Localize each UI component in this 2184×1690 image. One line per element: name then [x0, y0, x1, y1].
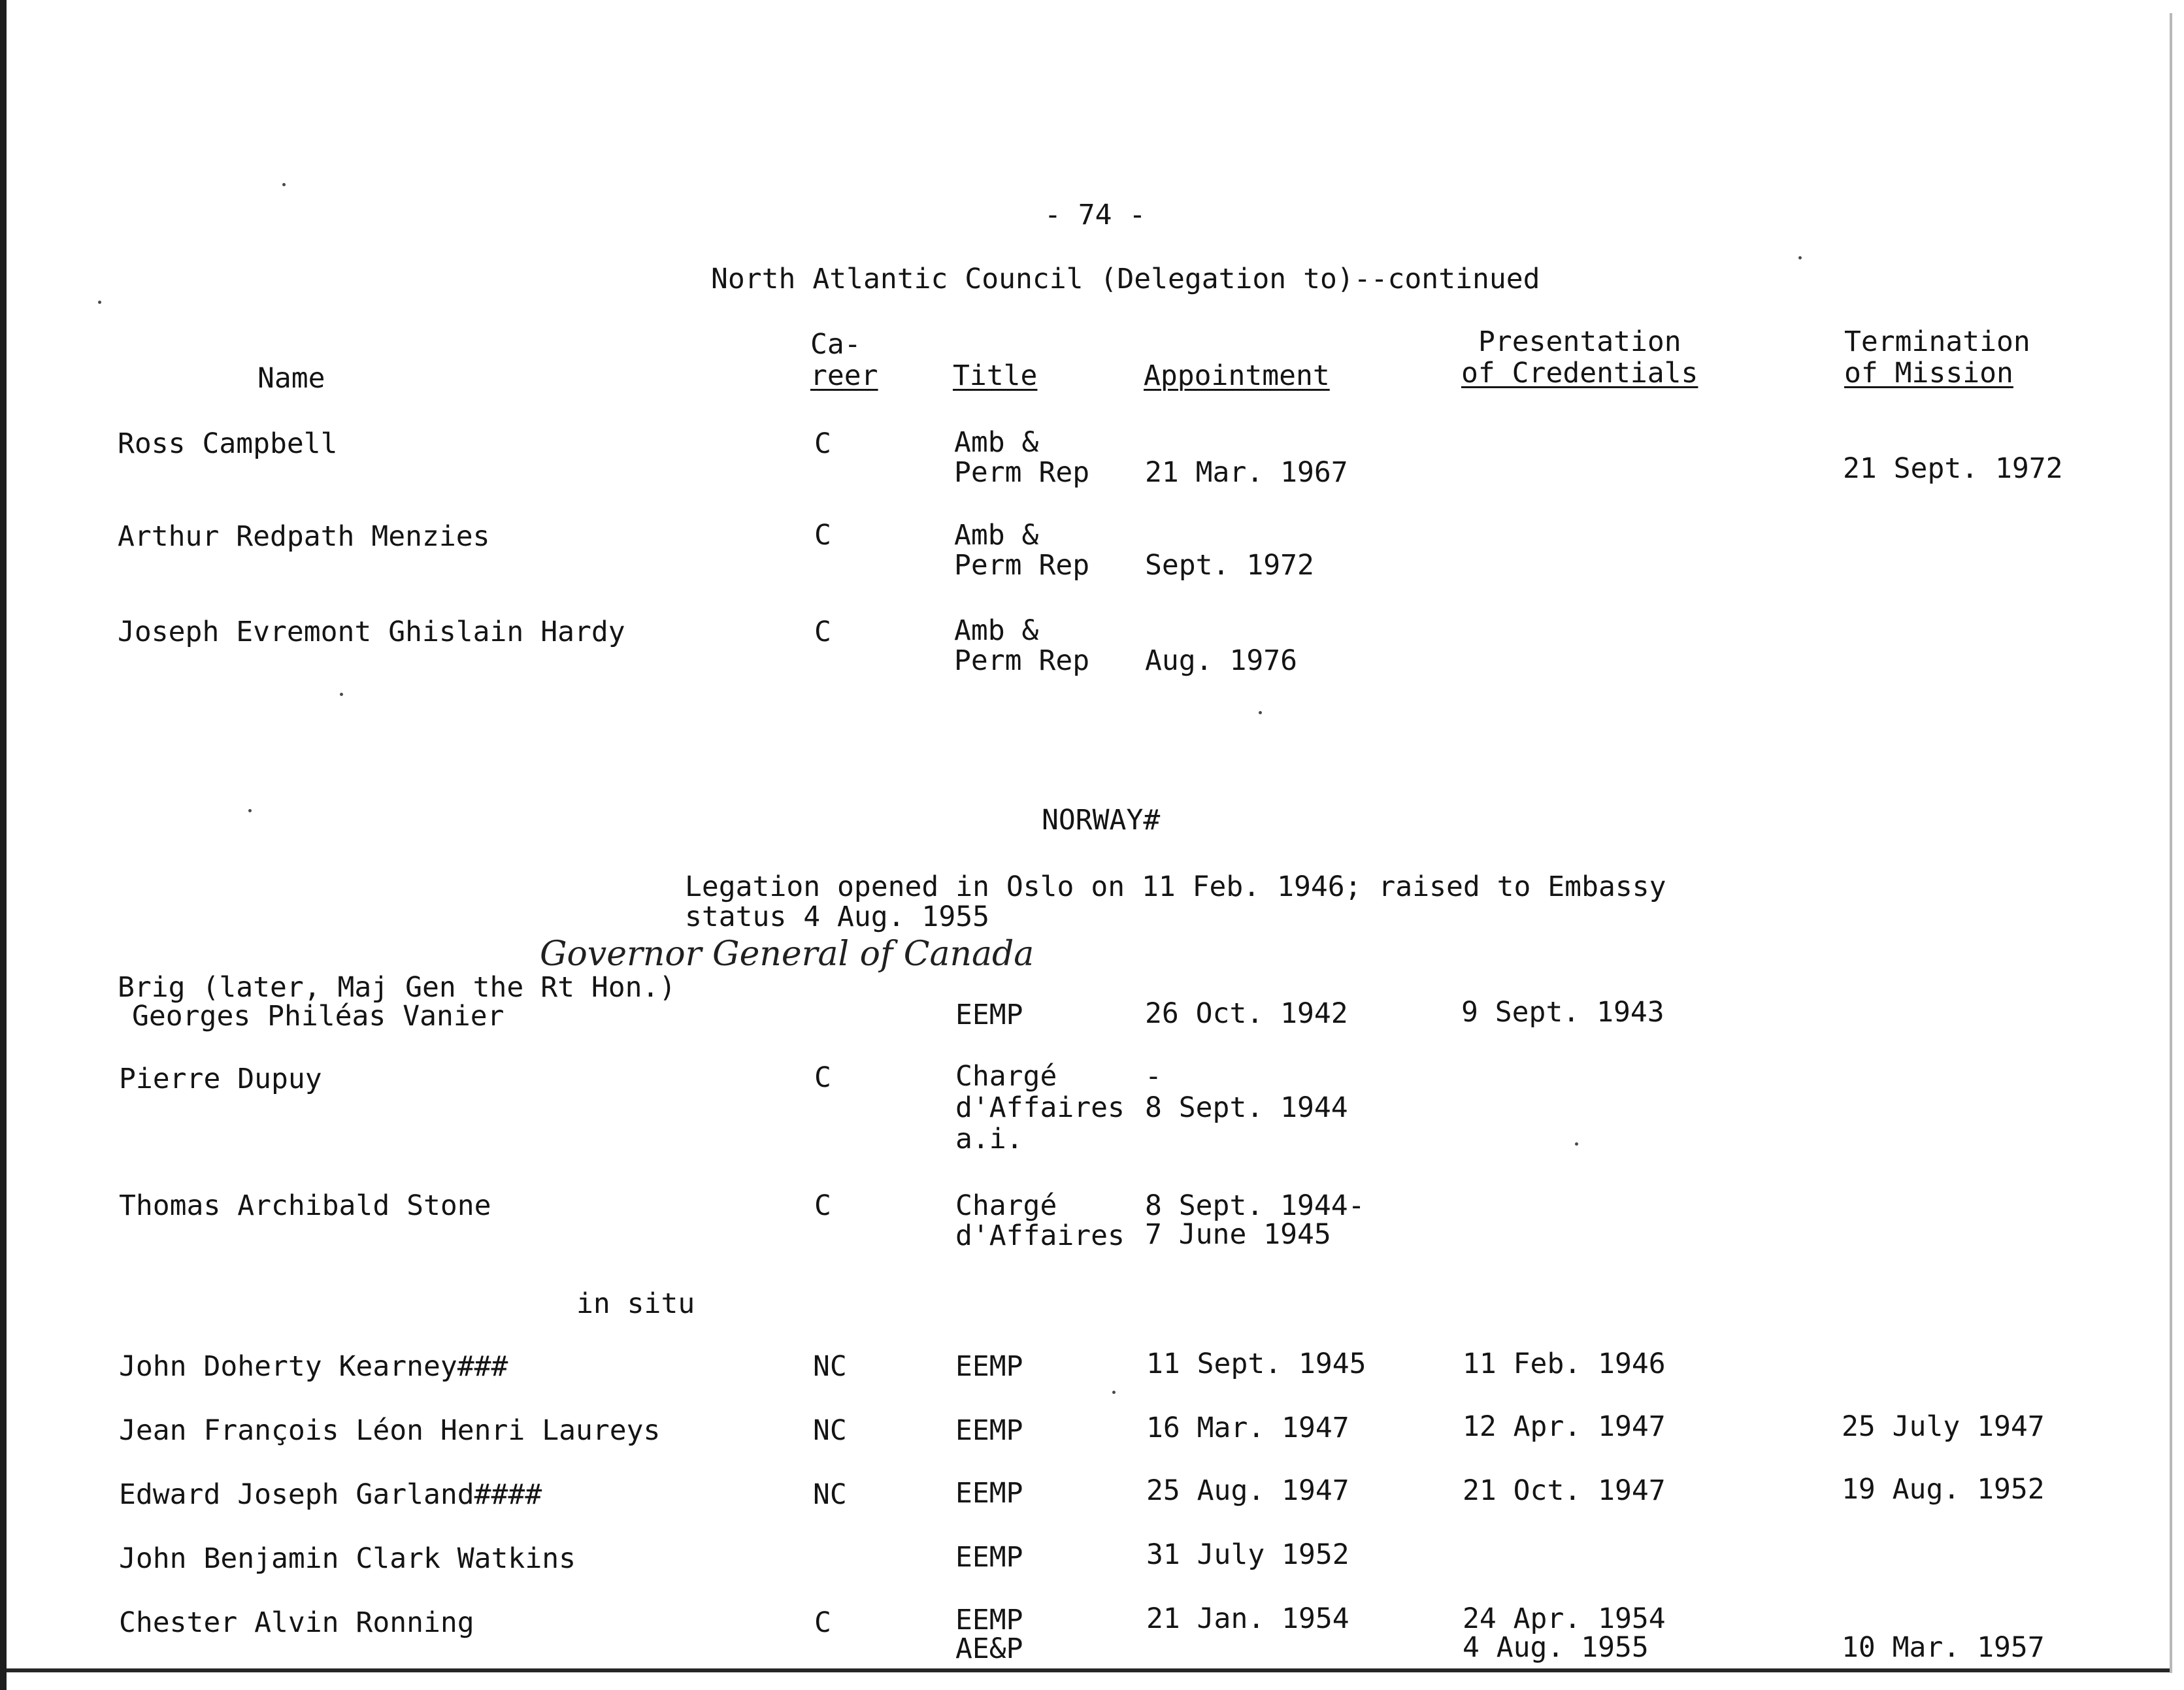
table-row-title-line2: Perm Rep [954, 644, 1090, 677]
table-row-title-line1: Chargé [955, 1060, 1057, 1093]
table-row-note: in situ [576, 1287, 695, 1320]
scan-speck [1259, 711, 1262, 714]
table-row-title: EEMP [955, 1414, 1023, 1447]
table-row-career: C [814, 427, 831, 460]
scan-speck [282, 183, 286, 186]
table-row-career: C [814, 519, 831, 552]
table-row-appointment: Sept. 1972 [1145, 549, 1314, 582]
table-row-title-line3: a.i. [955, 1123, 1023, 1155]
table-row-appointment: 11 Sept. 1945 [1146, 1348, 1366, 1380]
table-row-presentation: 11 Feb. 1946 [1463, 1348, 1666, 1380]
table-row-termination: 19 Aug. 1952 [1842, 1473, 2045, 1506]
table-row-termination: 10 Mar. 1957 [1842, 1631, 2045, 1664]
table-row-termination: 25 July 1947 [1842, 1410, 2045, 1443]
table-row-presentation: 12 Apr. 1947 [1463, 1410, 1666, 1443]
table-row-presentation: 9 Sept. 1943 [1461, 996, 1664, 1029]
table-row-name: Jean François Léon Henri Laureys [119, 1414, 661, 1447]
scan-speck [248, 809, 252, 812]
handwritten-annotation: Governor General of Canada [540, 935, 1034, 974]
table-row-name-line2: Georges Philéas Vanier [132, 1000, 505, 1033]
table-row-name: Edward Joseph Garland#### [119, 1478, 542, 1511]
table-row-career: NC [813, 1414, 847, 1447]
scan-right-edge [2170, 13, 2172, 1673]
section-note-line2: status 4 Aug. 1955 [685, 901, 989, 933]
table-row-appointment-line1: - [1145, 1060, 1162, 1093]
table-row-appointment: 25 Aug. 1947 [1146, 1474, 1349, 1507]
header-presentation-line2: of Credentials [1461, 357, 1698, 389]
table-row-name: John Doherty Kearney### [119, 1350, 508, 1383]
table-row-career: C [814, 1606, 831, 1639]
table-row-appointment: 21 Mar. 1967 [1145, 456, 1348, 489]
table-row-name: Joseph Evremont Ghislain Hardy [118, 616, 625, 648]
section-note-line1: Legation opened in Oslo on 11 Feb. 1946; raised to Embassy [685, 870, 1666, 903]
table-row-title-line1: Amb & [954, 426, 1039, 459]
table-row-presentation: 21 Oct. 1947 [1463, 1474, 1666, 1507]
scan-speck [1798, 256, 1802, 259]
scan-speck [1112, 1391, 1116, 1394]
table-row-title-line2: AE&P [955, 1632, 1023, 1665]
table-row-presentation-line1: 24 Apr. 1954 [1463, 1602, 1666, 1635]
table-row-appointment: 26 Oct. 1942 [1145, 997, 1348, 1030]
header-name: Name [257, 362, 325, 395]
table-row-title: EEMP [955, 999, 1023, 1031]
table-row-name: Thomas Archibald Stone [119, 1189, 491, 1222]
table-row-career: NC [813, 1350, 847, 1383]
table-row-appointment: 31 July 1952 [1146, 1538, 1349, 1571]
table-row-termination: 21 Sept. 1972 [1843, 452, 2063, 485]
table-row-name: Arthur Redpath Menzies [118, 520, 490, 553]
scan-speck [340, 693, 343, 696]
table-row-appointment-line2: 7 June 1945 [1145, 1218, 1331, 1251]
table-row-appointment: 21 Jan. 1954 [1146, 1602, 1349, 1635]
header-appointment: Appointment [1144, 359, 1330, 392]
table-row-title: EEMP [955, 1541, 1023, 1574]
table-row-name: Pierre Dupuy [119, 1063, 322, 1095]
table-row-title-line2: d'Affaires [955, 1219, 1125, 1252]
header-career-line1: Ca- [810, 328, 861, 361]
table-row-name: John Benjamin Clark Watkins [119, 1542, 576, 1575]
table-row-name-line1: Brig (later, Maj Gen the Rt Hon.) [118, 971, 676, 1004]
header-termination-line2: of Mission [1844, 357, 2013, 389]
table-row-title-line1: Amb & [954, 519, 1039, 552]
table-row-career: C [814, 1061, 831, 1094]
table-row-appointment-line1: 8 Sept. 1944- [1145, 1189, 1365, 1222]
header-career-line2: reer [810, 359, 878, 392]
table-row-career: NC [813, 1478, 847, 1511]
table-row-career: C [814, 1189, 831, 1222]
table-row-title-line2: d'Affaires [955, 1091, 1125, 1124]
scan-left-edge [0, 0, 7, 1690]
table-row-title-line2: Perm Rep [954, 456, 1090, 489]
page-number: - 74 - [1044, 199, 1146, 231]
scan-speck [98, 301, 101, 304]
table-row-career: C [814, 616, 831, 648]
table-row-appointment: Aug. 1976 [1145, 644, 1297, 677]
table-row-name: Chester Alvin Ronning [119, 1606, 474, 1639]
scan-bottom-rule [7, 1668, 2170, 1672]
table-row-title-line2: Perm Rep [954, 549, 1090, 582]
header-presentation-line1: Presentation [1478, 325, 1681, 358]
table-row-appointment-line2: 8 Sept. 1944 [1145, 1091, 1348, 1124]
scan-speck [1575, 1142, 1578, 1146]
header-title: Title [953, 359, 1038, 392]
table-row-title: EEMP [955, 1350, 1023, 1383]
table-row-title-line1: Amb & [954, 614, 1039, 647]
table-row-title-line1: EEMP [955, 1604, 1023, 1636]
table-row-presentation-line2: 4 Aug. 1955 [1463, 1631, 1649, 1664]
table-row-name: Ross Campbell [118, 427, 338, 460]
section-title-nac: North Atlantic Council (Delegation to)--continued [711, 263, 1540, 295]
table-row-appointment: 16 Mar. 1947 [1146, 1412, 1349, 1444]
section-title-norway: NORWAY# [1042, 804, 1161, 837]
table-row-title: EEMP [955, 1477, 1023, 1510]
table-row-title-line1: Chargé [955, 1189, 1057, 1222]
header-termination-line1: Termination [1844, 325, 2030, 358]
